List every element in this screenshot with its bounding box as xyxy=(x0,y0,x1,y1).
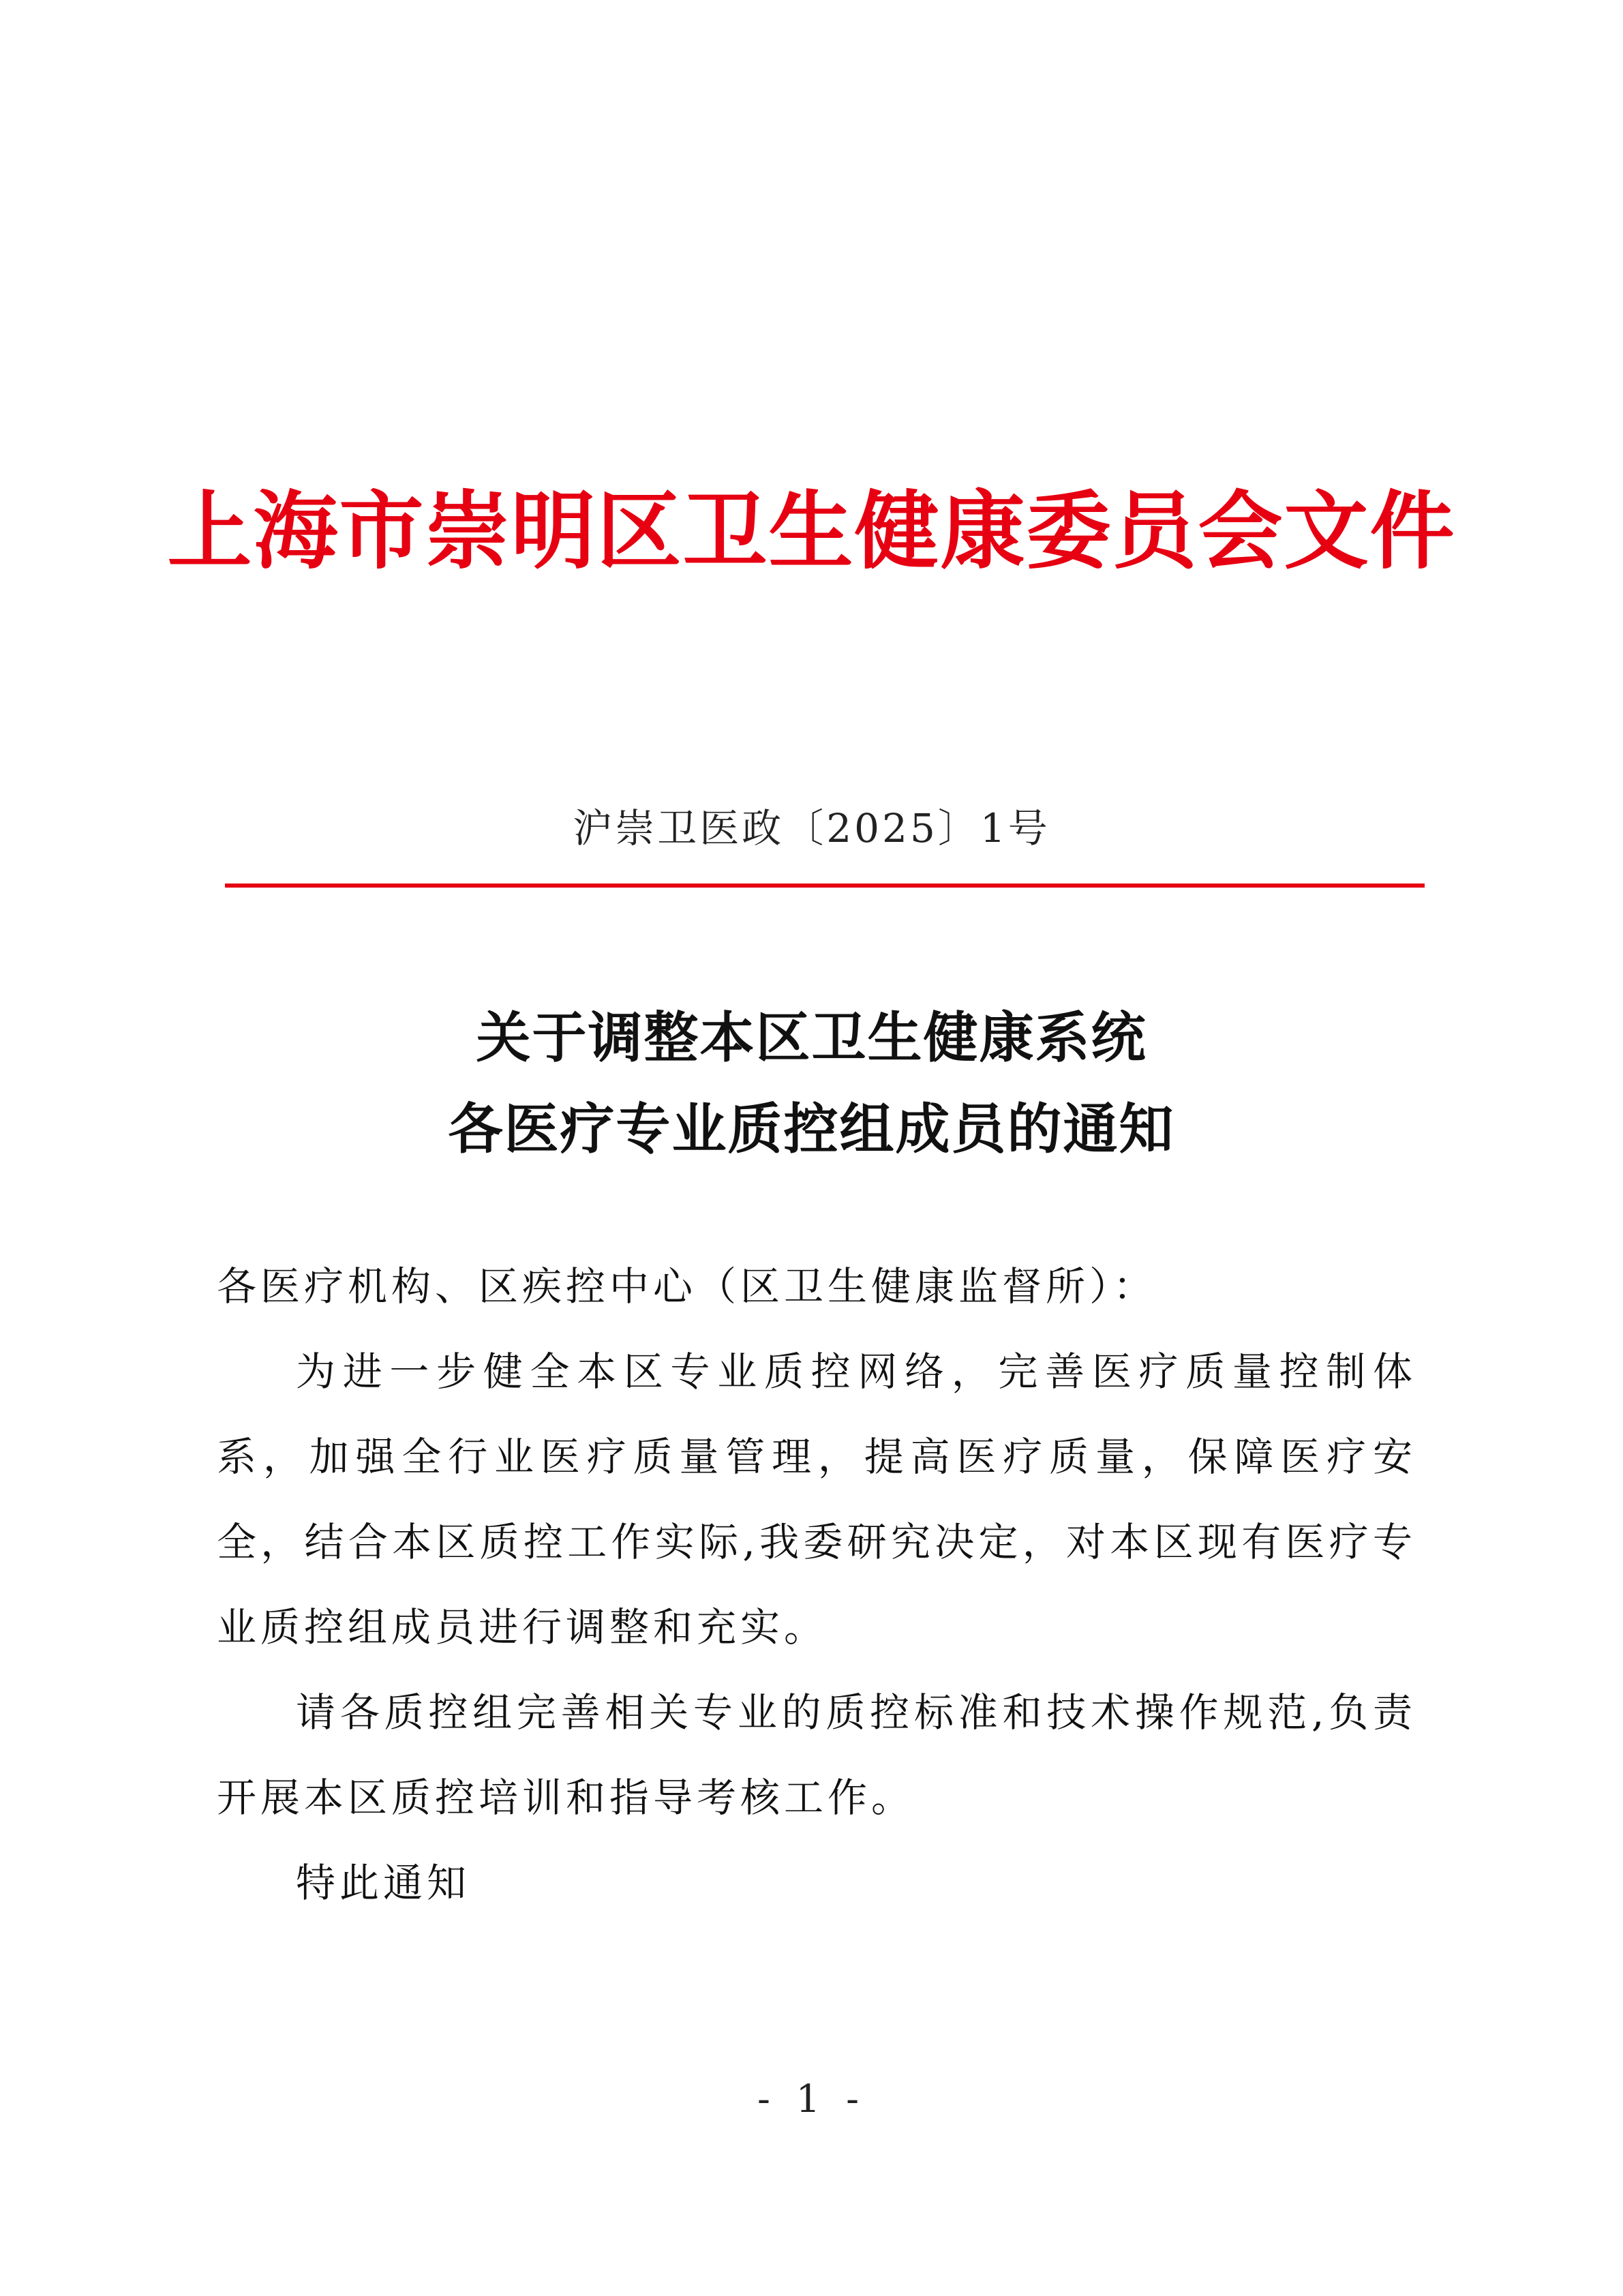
notice-title-line-2: 各医疗专业质控组成员的通知 xyxy=(448,1097,1175,1161)
issuer-title: 上海市崇明区卫生健康委员会文件 xyxy=(167,482,1456,581)
red-divider-line xyxy=(225,883,1425,888)
closing-line: 特此通知 xyxy=(296,1860,471,1906)
salutation: 各医疗机构、区疾控中心（区卫生健康监督所）： xyxy=(217,1263,1157,1310)
notice-body xyxy=(217,1244,1416,1926)
notice-title-line-1: 关于调整本区卫生健康系统 xyxy=(476,1006,1147,1070)
notice-title xyxy=(0,992,1623,1175)
body-paragraph-2: 请各质控组完善相关专业的质控标准和技术操作规范,负责开展本区质控培训和指导考核工作。 xyxy=(217,1689,1416,1821)
document-number: 沪崇卫医政〔2025〕1号 xyxy=(573,805,1050,851)
page-number: - 1 - xyxy=(757,2077,866,2121)
body-paragraph-1: 为进一步健全本区专业质控网络，完善医疗质量控制体系，加强全行业医疗质量管理，提高医疗质量，保障医疗安全，结合本区质控工作实际,我委研究决定，对本区现有医疗专业质控组成员进行调整和充实。 xyxy=(217,1348,1416,1650)
